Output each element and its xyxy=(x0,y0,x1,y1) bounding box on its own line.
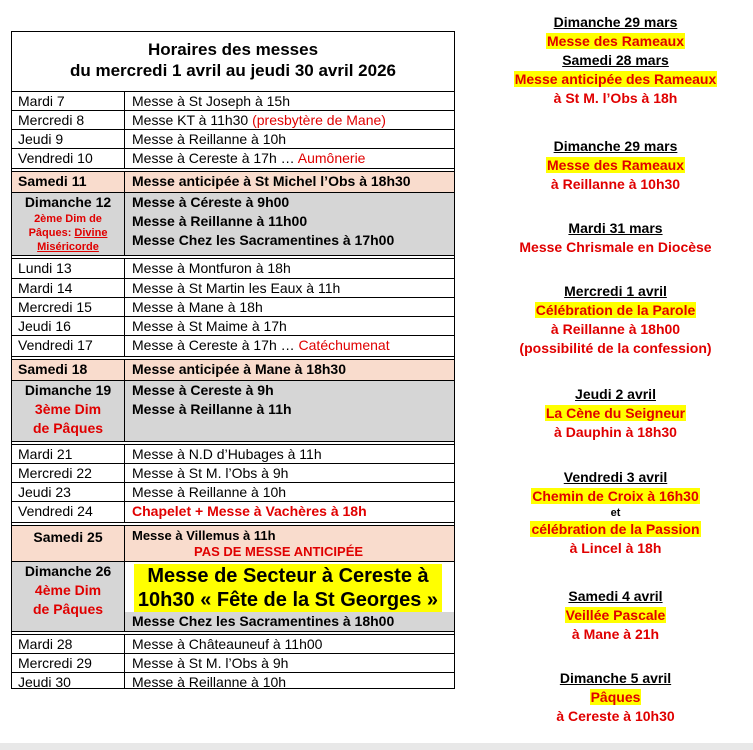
event-chrismale: Mardi 31 mars Messe Chrismale en Diocèse xyxy=(519,220,712,255)
event-cene: Jeudi 2 avril La Cène du Seigneur à Dauphin à 18h30 xyxy=(545,386,686,440)
event-rameaux-1: Dimanche 29 mars Messe des Rameaux Samedi 28 mars Messe anticipée des Rameaux à St M. l’Obs à 18h xyxy=(514,14,717,106)
table-row: Dimanche 26 4ème Dim de Pâques Messe de Secteur à Cereste à 10h30 « Fête de la St Georges » Messe Chez les Sacramentines à 18h00 xyxy=(12,562,454,631)
table-row: Mardi 14 Messe à St Martin les Eaux à 11h xyxy=(12,279,454,298)
event-rameaux-2: Dimanche 29 mars Messe des Rameaux à Reillanne à 10h30 xyxy=(547,138,684,192)
table-row: Dimanche 12 2ème Dim de Pâques: Divine Miséricorde Messe à Céreste à 9h00 Messe à Reillanne à 11h00 Messe Chez les Sacramentines à 17h00 xyxy=(12,193,454,255)
table-row: Jeudi 23 Messe à Reillanne à 10h xyxy=(12,483,454,502)
table-row: Mercredi 15 Messe à Mane à 18h xyxy=(12,298,454,317)
event-veillee: Samedi 4 avril Veillée Pascale à Mane à 21h xyxy=(565,588,666,642)
event-paques: Dimanche 5 avril Pâques à Cereste à 10h30 xyxy=(556,670,675,724)
table-row: Dimanche 19 3ème Dim de Pâques Messe à Cereste à 9h Messe à Reillanne à 11h xyxy=(12,381,454,441)
table-row: Vendredi 17 Messe à Cereste à 17h … Catéchumenat xyxy=(12,336,454,356)
table-row: Vendredi 10 Messe à Cereste à 17h … Aumônerie xyxy=(12,149,454,168)
bottom-bar xyxy=(0,743,753,750)
event-parole: Mercredi 1 avril Célébration de la Parole à Reillanne à 18h00 (possibilité de la confession) xyxy=(519,283,712,356)
table-row: Mardi 7 Messe à St Joseph à 15h xyxy=(12,92,454,111)
schedule-table xyxy=(11,31,455,689)
table-row: Mardi 28 Messe à Châteauneuf à 11h00 xyxy=(12,635,454,654)
table-row: Mercredi 29 Messe à St M. l’Obs à 9h xyxy=(12,654,454,673)
table-row: Jeudi 16 Messe à St Maime à 17h xyxy=(12,317,454,336)
table-row: Mercredi 8 Messe KT à 11h30 (presbytère de Mane) xyxy=(12,111,454,130)
table-row: Vendredi 24 Chapelet + Messe à Vachères à 18h xyxy=(12,502,454,522)
table-row: Jeudi 30 Messe à Reillanne à 10h xyxy=(12,673,454,688)
events-panel xyxy=(478,0,753,750)
table-title: Horaires des messes du mercredi 1 avril au jeudi 30 avril 2026 xyxy=(12,32,454,92)
table-row: Mercredi 22 Messe à St M. l’Obs à 9h xyxy=(12,464,454,483)
table-row: Samedi 11 Messe anticipée à St Michel l’Obs à 18h30 xyxy=(12,172,454,193)
table-row: Samedi 25 Messe à Villemus à 11h PAS DE MESSE ANTICIPÉE xyxy=(12,526,454,562)
table-row: Samedi 18 Messe anticipée à Mane à 18h30 xyxy=(12,360,454,381)
table-row: Lundi 13 Messe à Montfuron à 18h xyxy=(12,259,454,279)
table-row: Jeudi 9 Messe à Reillanne à 10h xyxy=(12,130,454,149)
event-passion: Vendredi 3 avril Chemin de Croix à 16h30 et célébration de la Passion à Lincel à 18h xyxy=(531,469,700,556)
table-row: Mardi 21 Messe à N.D d’Hubages à 11h xyxy=(12,445,454,464)
